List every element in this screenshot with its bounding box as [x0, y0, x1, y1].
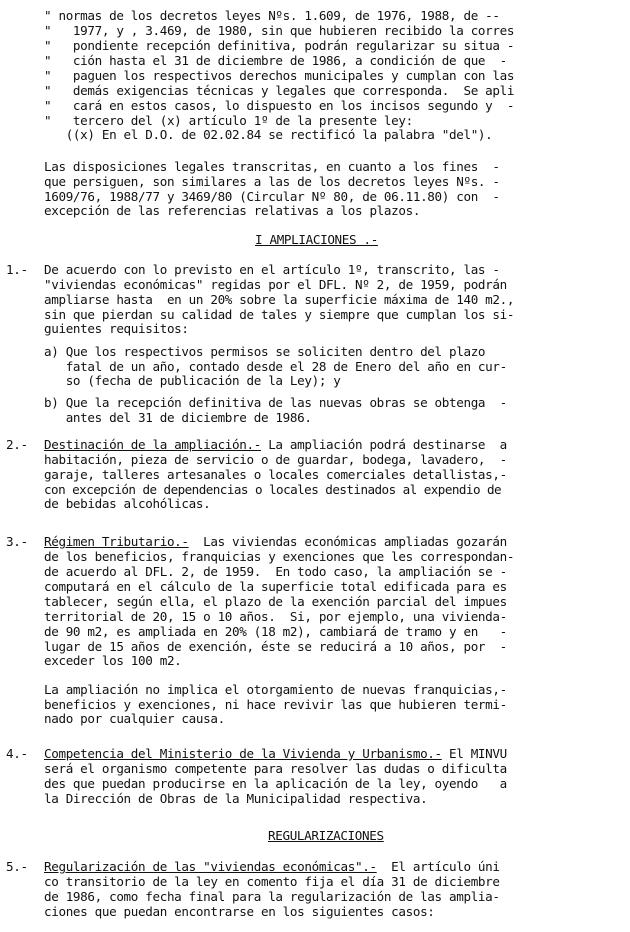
- intro-line: " pondiente recepción definitiva, podrán regularizar su situa -: [44, 38, 515, 53]
- section-heading-ampliaciones: I AMPLIACIONES .-: [255, 232, 378, 247]
- comment-line: que persiguen, son similares a las de los decretos leyes Nºs. -: [44, 174, 500, 189]
- item5-first-rest: El artículo úni: [376, 859, 500, 874]
- item1-sub-a: so (fecha de publicación de la Ley); y: [44, 373, 341, 388]
- item3-line: lugar de 15 años de exención, éste se reducirá a 10 años, por -: [44, 639, 507, 654]
- item1-line: De acuerdo con lo previsto en el artículo 1º, transcrito, las -: [44, 262, 500, 277]
- item3-line: computará en el cálculo de la superficie total edificada para es: [44, 579, 507, 594]
- item4-title: Competencia del Ministerio de la Vivienda y Urbanismo.-: [44, 746, 442, 761]
- comment-line: excepción de las referencias relativas a los plazos.: [44, 203, 421, 218]
- item-number: 2.-: [6, 437, 28, 452]
- intro-line: " ción hasta el 31 de diciembre de 1986, a condición de que -: [44, 53, 507, 68]
- comment-line: Las disposiciones legales transcritas, en cuanto a los fines -: [44, 159, 500, 174]
- intro-line: " paguen los respectivos derechos municipales y cumplan con las: [44, 68, 515, 83]
- item4-line: será el organismo competente para resolver las dudas o dificulta: [44, 761, 507, 776]
- intro-line: " 1977, y , 3.469, de 1980, sin que hubieren recibido la corres: [44, 23, 515, 38]
- intro-line: " cará en estos casos, lo dispuesto en los incisos segundo y -: [44, 98, 515, 113]
- item2-line: habitación, pieza de servicio o de guardar, bodega, lavadero, -: [44, 452, 507, 467]
- item3-para2: beneficios y exenciones, ni hace revivir las que hubieren termi-: [44, 697, 507, 712]
- item5-line: co transitorio de la ley en comento fija el día 31 de diciembre: [44, 874, 500, 889]
- item3-line: exceder los 100 m2.: [44, 653, 182, 668]
- item3-para2: La ampliación no implica el otorgamiento de nuevas franquicias,-: [44, 682, 507, 697]
- item-number: 5.-: [6, 859, 28, 874]
- item3-line: de acuerdo al DFL. 2, de 1959. En todo caso, la ampliación se -: [44, 564, 507, 579]
- item1-sub-a: fatal de un año, contado desde el 28 de Enero del año en cur-: [44, 359, 507, 374]
- item5-first-line: [44, 860, 500, 874]
- section-heading-regularizaciones: REGULARIZACIONES: [268, 828, 384, 843]
- item3-line: de los beneficios, franquicias y exenciones que les correspondan-: [44, 549, 515, 564]
- item-number: 3.-: [6, 534, 28, 549]
- item3-line: de 90 m2, es ampliada en 20% (18 m2), cambiará de tramo y en -: [44, 624, 507, 639]
- intro-line: " demás exigencias técnicas y legales que corresponda. Se apli: [44, 83, 515, 98]
- intro-line: " tercero del (x) artículo 1º de la presente ley:: [44, 113, 413, 128]
- item3-first-line: [44, 535, 507, 549]
- item4-first-rest: El MINVU: [441, 746, 507, 761]
- comment-line: 1609/76, 1988/77 y 3469/80 (Circular Nº 80, de 06.11.80) con -: [44, 189, 500, 204]
- item4-line: la Dirección de Obras de la Municipalidad respectiva.: [44, 791, 428, 806]
- item1-line: sin que pierdan su calidad de tales y siempre que cumplan los si-: [44, 307, 515, 322]
- intro-footnote: ((x) En el D.O. de 02.02.84 se rectificó la palabra "del").: [44, 127, 493, 142]
- item1-sub-b: antes del 31 de diciembre de 1986.: [44, 410, 312, 425]
- intro-line: " normas de los decretos leyes Nºs. 1.609, de 1976, 1988, de --: [44, 8, 500, 23]
- item-number: 1.-: [6, 262, 28, 277]
- item3-first-rest: Las viviendas económicas ampliadas gozarán: [188, 534, 507, 549]
- item2-line: de bebidas alcohólicas.: [44, 496, 211, 511]
- item5-title: Regularización de las "viviendas económicas".-: [44, 859, 377, 874]
- item5-line: ciones que puedan encontrarse en los siguientes casos:: [44, 904, 435, 919]
- item5-line: de 1986, como fecha final para la regularización de las amplia-: [44, 889, 500, 904]
- item1-sub-b: b) Que la recepción definitiva de las nuevas obras se obtenga -: [44, 395, 507, 410]
- item1-line: guientes requisitos:: [44, 321, 189, 336]
- item2-title: Destinación de la ampliación.-: [44, 437, 261, 452]
- item1-line: ampliarse hasta en un 20% sobre la superficie máxima de 140 m2.,: [44, 292, 515, 307]
- item2-line: con excepción de dependencias o locales destinados al expendio de: [44, 482, 502, 497]
- item1-line: "viviendas económicas" regidas por el DFL. Nº 2, de 1959, podrán: [44, 277, 507, 292]
- item4-line: des que puedan producirse en la aplicación de la ley, oyendo a: [44, 776, 507, 791]
- item-number: 4.-: [6, 746, 28, 761]
- item3-para2: nado por cualquier causa.: [44, 711, 225, 726]
- item2-first-rest: La ampliación podrá destinarse a: [260, 437, 507, 452]
- item1-sub-a: a) Que los respectivos permisos se soliciten dentro del plazo: [44, 344, 486, 359]
- item2-first-line: [44, 438, 507, 452]
- item4-first-line: [44, 747, 507, 761]
- item3-line: tablecer, según ella, el plazo de la exención parcial del impues: [44, 594, 507, 609]
- item3-line: territorial de 20, 15 o 10 años. Si, por ejemplo, una vivienda-: [44, 609, 507, 624]
- item2-line: garaje, talleres artesanales o locales comerciales detallistas,-: [44, 467, 507, 482]
- item3-title: Régimen Tributario.-: [44, 534, 189, 549]
